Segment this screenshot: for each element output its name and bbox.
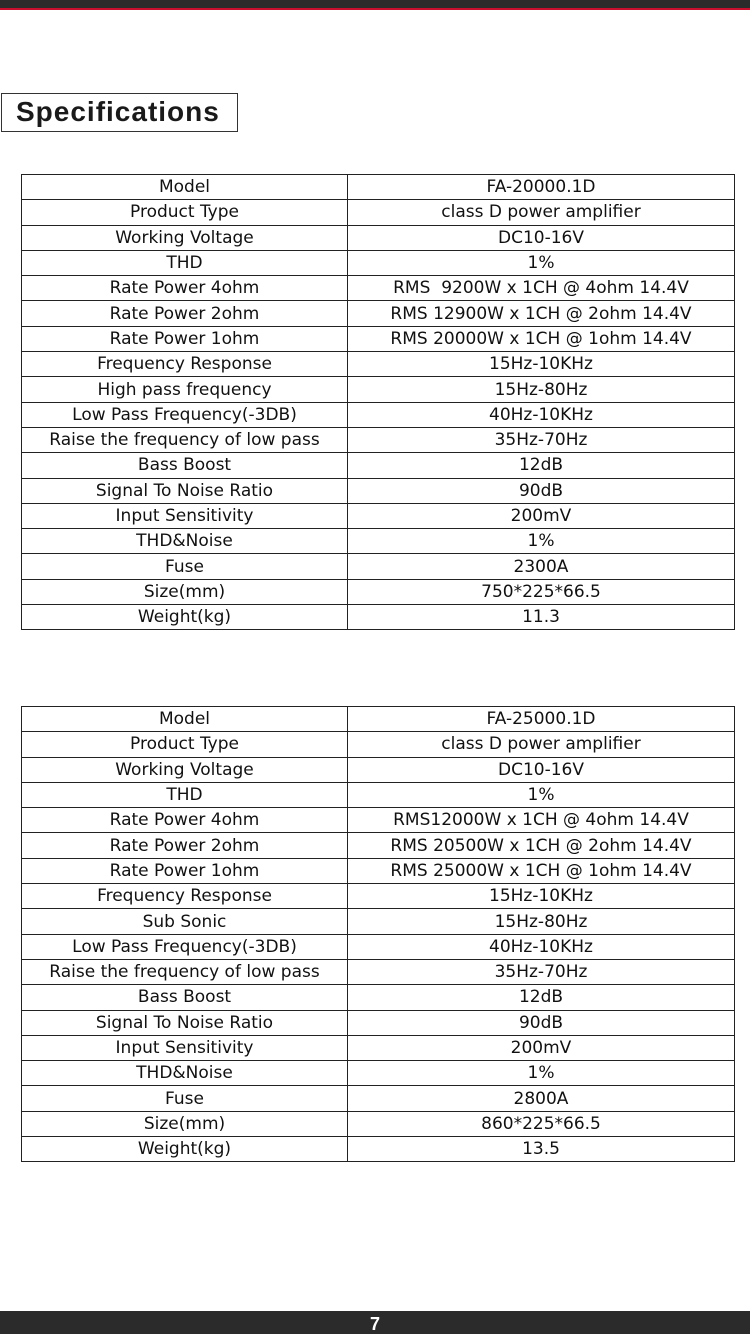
table-row [22, 225, 735, 250]
table-row [22, 529, 735, 554]
table-row [22, 276, 735, 301]
spec-value: 11.3 [348, 605, 735, 630]
spec-value: RMS12000W x 1CH @ 4ohm 14.4V [348, 808, 735, 833]
spec-value: 40Hz-10KHz [348, 934, 735, 959]
spec-value: 15Hz-80Hz [348, 377, 735, 402]
table-row [22, 1010, 735, 1035]
table-row [22, 1061, 735, 1086]
spec-value: 200mV [348, 503, 735, 528]
spec-label: Signal To Noise Ratio [22, 1010, 348, 1035]
spec-label: Working Voltage [22, 757, 348, 782]
table-row [22, 833, 735, 858]
spec-value: FA-25000.1D [348, 707, 735, 732]
spec-label: Rate Power 2ohm [22, 301, 348, 326]
page-title: Specifications [1, 93, 238, 132]
spec-value: 13.5 [348, 1137, 735, 1162]
spec-value: DC10-16V [348, 757, 735, 782]
spec-value: 12dB [348, 453, 735, 478]
spec-label: Low Pass Frequency(-3DB) [22, 402, 348, 427]
spec-table-1 [21, 174, 735, 630]
spec-label: Bass Boost [22, 453, 348, 478]
spec-value: class D power amplifier [348, 200, 735, 225]
spec-label: Rate Power 1ohm [22, 858, 348, 883]
spec-label: Raise the frequency of low pass [22, 427, 348, 452]
spec-value: 12dB [348, 985, 735, 1010]
spec-label: Bass Boost [22, 985, 348, 1010]
spec-value: 15Hz-10KHz [348, 884, 735, 909]
table-row [22, 884, 735, 909]
spec-label: Weight(kg) [22, 605, 348, 630]
table-row [22, 579, 735, 604]
spec-label: Size(mm) [22, 579, 348, 604]
spec-label: Product Type [22, 732, 348, 757]
spec-value: 35Hz-70Hz [348, 959, 735, 984]
spec-value: 15Hz-10KHz [348, 352, 735, 377]
spec-label: High pass frequency [22, 377, 348, 402]
spec-value: RMS 20500W x 1CH @ 2ohm 14.4V [348, 833, 735, 858]
spec-label: Fuse [22, 554, 348, 579]
table-row [22, 1086, 735, 1111]
table-row [22, 757, 735, 782]
table-row [22, 1111, 735, 1136]
spec-value: 750*225*66.5 [348, 579, 735, 604]
spec-label: Frequency Response [22, 884, 348, 909]
table-row [22, 934, 735, 959]
table-row [22, 605, 735, 630]
spec-label: THD&Noise [22, 1061, 348, 1086]
spec-value: 1% [348, 782, 735, 807]
table-row [22, 478, 735, 503]
spec-value: 2300A [348, 554, 735, 579]
spec-label: Rate Power 1ohm [22, 326, 348, 351]
spec-label: Frequency Response [22, 352, 348, 377]
table-row [22, 250, 735, 275]
spec-label: THD&Noise [22, 529, 348, 554]
table-row [22, 782, 735, 807]
spec-value: RMS 12900W x 1CH @ 2ohm 14.4V [348, 301, 735, 326]
footer-bar [0, 1311, 750, 1334]
spec-label: Model [22, 175, 348, 200]
spec-label: Low Pass Frequency(-3DB) [22, 934, 348, 959]
spec-table-2 [21, 706, 735, 1162]
spec-label: Working Voltage [22, 225, 348, 250]
table-row [22, 707, 735, 732]
spec-value: class D power amplifier [348, 732, 735, 757]
spec-label: THD [22, 250, 348, 275]
spec-value: RMS 25000W x 1CH @ 1ohm 14.4V [348, 858, 735, 883]
table-row [22, 732, 735, 757]
spec-value: 1% [348, 1061, 735, 1086]
table-row [22, 1137, 735, 1162]
spec-label: Rate Power 2ohm [22, 833, 348, 858]
top-rule [0, 0, 750, 10]
spec-label: Rate Power 4ohm [22, 808, 348, 833]
table-row [22, 175, 735, 200]
table-row [22, 200, 735, 225]
table-row [22, 1035, 735, 1060]
table-row [22, 808, 735, 833]
spec-label: Size(mm) [22, 1111, 348, 1136]
spec-label: Weight(kg) [22, 1137, 348, 1162]
spec-value: 90dB [348, 478, 735, 503]
spec-label: Fuse [22, 1086, 348, 1111]
spec-label: Signal To Noise Ratio [22, 478, 348, 503]
table-row [22, 858, 735, 883]
table-row [22, 985, 735, 1010]
spec-label: Input Sensitivity [22, 503, 348, 528]
spec-label: Sub Sonic [22, 909, 348, 934]
spec-value: 35Hz-70Hz [348, 427, 735, 452]
table-row [22, 503, 735, 528]
table-row [22, 377, 735, 402]
spec-value: 1% [348, 250, 735, 275]
table-row [22, 352, 735, 377]
spec-value: 15Hz-80Hz [348, 909, 735, 934]
spec-label: Product Type [22, 200, 348, 225]
spec-label: Model [22, 707, 348, 732]
spec-value: DC10-16V [348, 225, 735, 250]
table-row [22, 909, 735, 934]
spec-value: RMS 20000W x 1CH @ 1ohm 14.4V [348, 326, 735, 351]
table-row [22, 402, 735, 427]
spec-label: Input Sensitivity [22, 1035, 348, 1060]
spec-value: 860*225*66.5 [348, 1111, 735, 1136]
spec-value: 200mV [348, 1035, 735, 1060]
table-row [22, 959, 735, 984]
spec-value: FA-20000.1D [348, 175, 735, 200]
page-number: 7 [369, 1314, 380, 1334]
table-row [22, 301, 735, 326]
table-row [22, 453, 735, 478]
table-row [22, 427, 735, 452]
table-row [22, 554, 735, 579]
table-row [22, 326, 735, 351]
spec-label: THD [22, 782, 348, 807]
spec-value: RMS 9200W x 1CH @ 4ohm 14.4V [348, 276, 735, 301]
spec-value: 40Hz-10KHz [348, 402, 735, 427]
spec-value: 2800A [348, 1086, 735, 1111]
spec-label: Raise the frequency of low pass [22, 959, 348, 984]
spec-value: 90dB [348, 1010, 735, 1035]
spec-label: Rate Power 4ohm [22, 276, 348, 301]
spec-value: 1% [348, 529, 735, 554]
